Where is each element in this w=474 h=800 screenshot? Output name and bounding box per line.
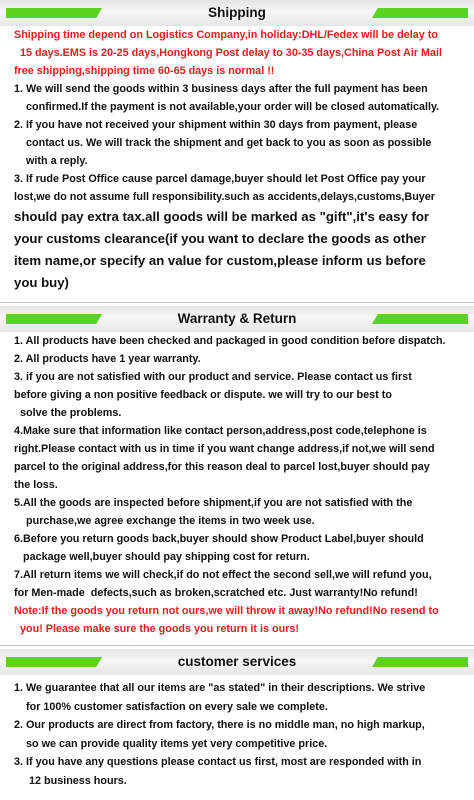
warranty-banner — [0, 306, 474, 332]
warranty-line: for Men-made defects,such as broken,scratched etc. Just warranty!No refund! — [14, 587, 418, 599]
shipping-notice-line: free shipping,shipping time 60-65 days is normal !! — [14, 65, 275, 77]
warranty-line: parcel to the original address,for this reason deal to parcel lost,buyer should pay — [14, 461, 430, 473]
shipping-large-line: you buy) — [14, 275, 69, 290]
warranty-line: 6.Before you return goods back,buyer should show Product Label,buyer should — [14, 533, 424, 545]
shipping-line: contact us. We will track the shipment and get back to you as soon as possible — [14, 137, 432, 149]
warranty-note-line: Note:If the goods you return not ours,we will throw it away!No refund!No resend to — [14, 605, 439, 617]
warranty-note-line: you! Please make sure the goods you return it is ours! — [14, 623, 299, 635]
shipping-line: with a reply. — [14, 155, 88, 167]
shipping-line: 3. If rude Post Office cause parcel damage,buyer should let Post Office pay your — [14, 173, 426, 185]
shipping-line: lost,we do not assume full responsibility.such as accidents,delays,customs,Buyer — [14, 191, 436, 203]
customer-services-line: so we can provide quality items yet very competitive price. — [14, 737, 328, 750]
warranty-line: 4.Make sure that information like contact person,address,post code,telephone is — [14, 425, 427, 437]
shipping-line: 1. We will send the goods within 3 business days after the full payment has been — [14, 83, 428, 95]
warranty-line: package well,buyer should pay shipping cost for return. — [14, 551, 310, 563]
warranty-line: before giving a non positive feedback or dispute. we will try to our best to — [14, 389, 392, 401]
customer-services-section — [14, 679, 466, 790]
shipping-section — [14, 26, 466, 294]
customer-services-line: 3. If you have any questions please contact us first, most are responded with in — [14, 756, 422, 768]
warranty-line: 7.All return items we will check,if do not effect the second sell,we will refund you, — [14, 569, 432, 581]
warranty-line: purchase,we agree exchange the items in two week use. — [14, 515, 315, 527]
shipping-large-line: item name,or specify an value for custom,please inform us before — [14, 253, 426, 268]
shipping-notice-line: 15 days.EMS is 20-25 days,Hongkong Post delay to 30-35 days,China Post Air Mail — [14, 47, 443, 59]
customer-services-banner — [0, 649, 474, 675]
warranty-line: right.Please contact with us in time if you want change address,if not,we will send — [14, 443, 435, 455]
shipping-large-line: should pay extra tax.all goods will be marked as "gift",it's easy for — [14, 209, 430, 224]
shipping-notice-line: Shipping time depend on Logistics Company,in holiday:DHL/Fedex will be delay to — [14, 29, 438, 41]
shipping-large-line: your customs clearance(if you want to declare the goods as other — [14, 231, 426, 246]
customer-services-line: 1. We guarantee that all our items are "as stated" in their descriptions. We strive — [14, 682, 426, 694]
warranty-line: 3. if you are not satisfied with our product and service. Please contact us first — [14, 371, 412, 383]
customer-services-line: 2. Our products are direct from factory, there is no middle man, no high markup, — [14, 719, 425, 731]
shipping-banner — [0, 0, 474, 26]
warranty-line: 1. All products have been checked and packaged in good condition before dispatch. — [14, 335, 446, 347]
customer-services-title: customer services — [177, 654, 297, 669]
customer-services-line: 12 business hours. — [14, 774, 127, 787]
shipping-line: confirmed.If the payment is not available,your order will be closed automatically. — [14, 101, 440, 113]
warranty-line: the loss. — [14, 479, 58, 491]
warranty-section — [14, 332, 466, 638]
warranty-line: solve the problems. — [14, 407, 122, 419]
warranty-title: Warranty & Return — [177, 311, 297, 326]
shipping-title: Shipping — [208, 5, 266, 20]
warranty-line: 2. All products have 1 year warranty. — [14, 353, 201, 365]
warranty-line: 5.All the goods are inspected before shipment,if you are not satisfied with the — [14, 497, 413, 509]
shipping-line: 2. If you have not received your shipment within 30 days from payment, please — [14, 119, 418, 131]
section-divider — [0, 645, 474, 646]
section-divider — [0, 302, 474, 303]
customer-services-line: for 100% customer satisfaction on every sale we complete. — [14, 700, 328, 713]
